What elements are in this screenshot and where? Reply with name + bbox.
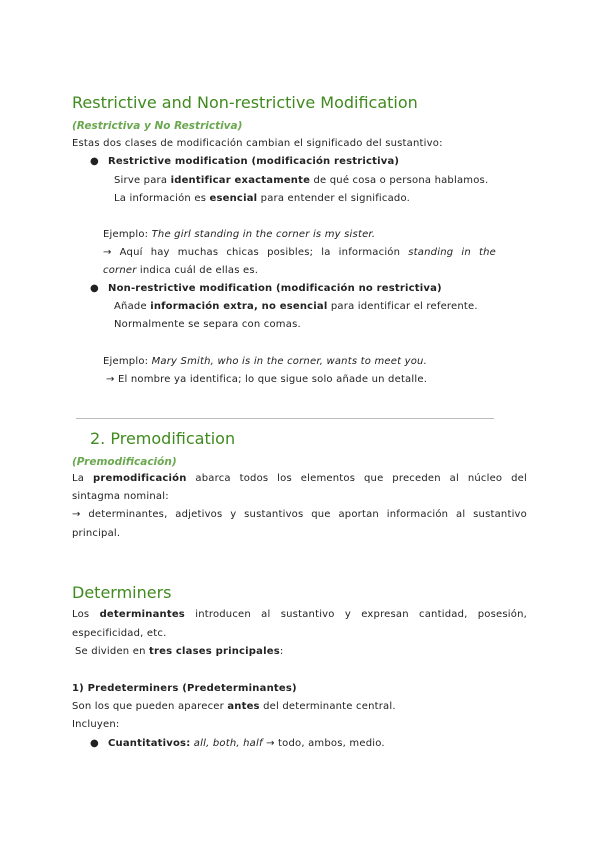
nonrestrictive-line-1: Añade información extra, no esencial para identificar el referente. bbox=[114, 301, 478, 312]
determiners-para-2: Se dividen en tres clases principales: bbox=[75, 646, 284, 657]
intro-text: Estas dos clases de modificación cambian el significado del sustantivo: bbox=[72, 138, 443, 149]
example-1: Ejemplo: The girl standing in the corner is my sister. bbox=[103, 229, 376, 240]
section-title-premodification: 2. Premodification bbox=[90, 429, 236, 448]
bullet-cuantitativos: Cuantitativos: all, both, half → todo, ambos, medio. bbox=[108, 738, 385, 749]
predeterminers-heading: 1) Predeterminers (Predeterminantes) bbox=[72, 683, 297, 694]
restrictive-line-1: Sirve para identificar exactamente de qué cosa o persona hablamos. bbox=[114, 175, 489, 186]
section-divider bbox=[76, 418, 494, 419]
section-subtitle-premodification: (Premodificación) bbox=[72, 456, 177, 468]
example-1-explanation: → Aquí hay muchas chicas posibles; la información standing in the bbox=[103, 247, 496, 258]
section-subtitle-restrictive: (Restrictiva y No Restrictiva) bbox=[72, 120, 243, 132]
premod-para-1: La premodificación abarca todos los elementos que preceden al núcleo del bbox=[72, 473, 528, 484]
bullet-restrictive-title: Restrictive modification (modificación restrictiva) bbox=[108, 156, 400, 167]
example-2: Ejemplo: Mary Smith, who is in the corner, wants to meet you. bbox=[103, 356, 427, 367]
bullet-icon: ● bbox=[90, 156, 99, 167]
premod-para-2: → determinantes, adjetivos y sustantivos que aportan información al sustantivo bbox=[72, 509, 527, 520]
bullet-icon: ● bbox=[90, 283, 99, 294]
restrictive-line-2: La información es esencial para entender el significado. bbox=[114, 193, 410, 204]
determiners-para-1: Los determinantes introducen al sustantivo y expresan cantidad, posesión, bbox=[72, 609, 527, 620]
premod-para-1-cont: sintagma nominal: bbox=[72, 491, 169, 502]
premod-para-2-cont: principal. bbox=[72, 528, 121, 539]
example-1-explanation-cont: corner indica cuál de ellas es. bbox=[103, 265, 259, 276]
determiners-para-1-cont: especificidad, etc. bbox=[72, 628, 167, 639]
bullet-nonrestrictive-title: Non-restrictive modification (modificación no restrictiva) bbox=[108, 283, 442, 294]
section-title-restrictive: Restrictive and Non-restrictive Modification bbox=[72, 93, 418, 112]
predeterminers-line-2: Incluyen: bbox=[72, 719, 120, 730]
section-title-determiners: Determiners bbox=[72, 583, 172, 602]
nonrestrictive-line-2: Normalmente se separa con comas. bbox=[114, 319, 301, 330]
bullet-icon: ● bbox=[90, 738, 99, 749]
predeterminers-line-1: Son los que pueden aparecer antes del determinante central. bbox=[72, 701, 396, 712]
example-2-explanation: → El nombre ya identifica; lo que sigue solo añade un detalle. bbox=[106, 374, 428, 385]
